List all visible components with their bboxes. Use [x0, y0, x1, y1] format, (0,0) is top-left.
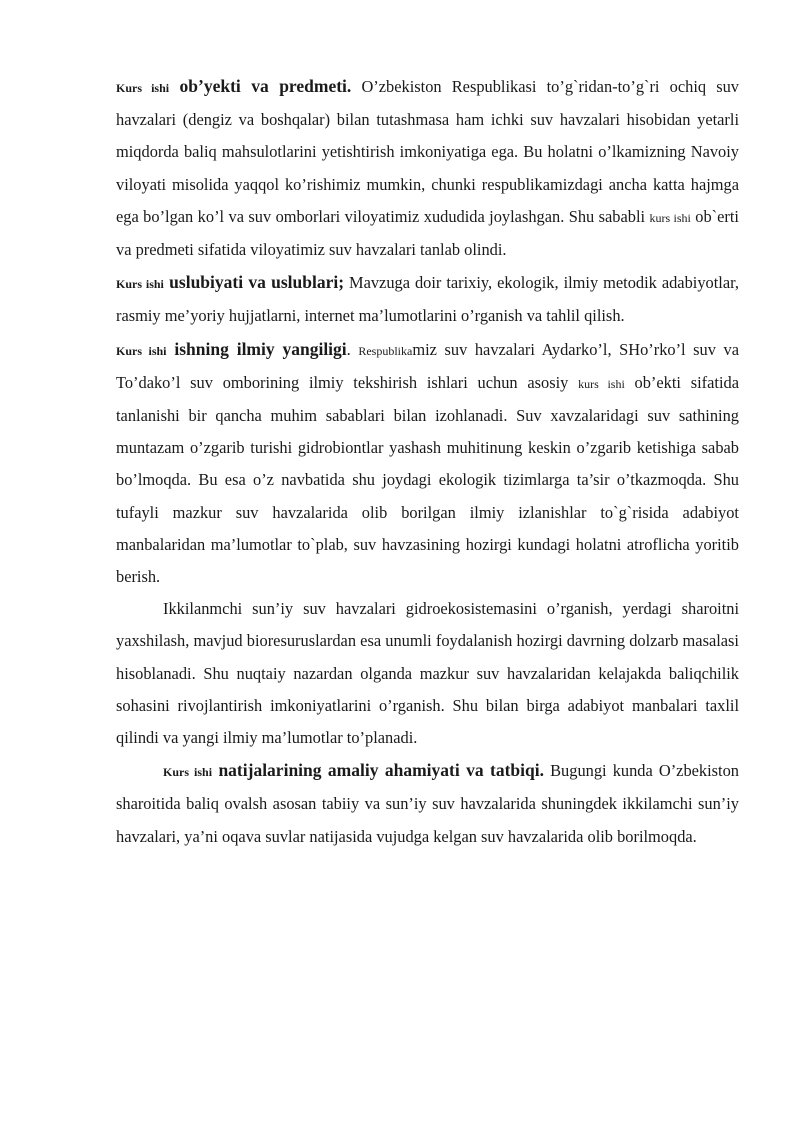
paragraph-text: Mavzuga doir tarixiy, ekologik, ilmiy metodik adabiyotlar, rasmiy me’yoriy hujjatlarni, internet ma’lumotlarini o’rganish va tahlil qilish. [116, 273, 740, 326]
paragraph-text: ob’ekti sifatida tanlanishi bir qancha muhim sabablari bilan izohlanadi. Suv xavzalaridagi suv sathining muntazam o’zgarib turishi gidrobiontlar yashash muhitinung keskin o’zgarib ketishiga sabab bo’lmoqda. Bu esa o’z navbatida shu joydagi ekologik tizimlarga ta’sir o’tkazmoqda. Shu tufayli mazkur suv havzalarida olib borilgan ilmiy izlanishlar to`g`risida adabiyot manbalaridan ma’lumotlar to`plab, suv havzasining hozirgi kundagi holatni atroflicha yoritib berish. [116, 372, 739, 587]
paragraph-novelty [116, 333, 739, 594]
section-heading: uslubiyati va uslublari; [163, 272, 345, 293]
course-work-inline: kurs ishi [578, 376, 625, 391]
paragraph-text: O’zbekiston Respublikasi to’g`ridan-to’g`ri ochiq suv havzalari (dengiz va boshqalar) bilan tutashmasa ham ichki suv havzalari hisobidan yetarli miqdorda baliq mahsulotlarini yetishtirish imkoniyatiga ega. Bu holatni o’lkamizning Navoiy viloyati misolida yaqqol ko’rishimiz mumkin, chunki respublikamizdagi ancha katta hajmga ega bo’lgan ko’l va suv omborlari viloyatimiz xududida joylashgan. Shu sababli [116, 77, 740, 226]
paragraph-secondary-reservoirs: Ikkilanmchi sun’iy suv havzalari gidroekosistemasini o’rganish, yerdagi sharoitni yaxshilash, mavjud bioresuruslardan esa unumli foydalanish hozirgi davrning dolzarb masalasi hisoblanadi. Shu nuqtaiy nazardan olganda mazkur suv havzalaridan kelajakda baliqchilik sohasini rivojlantirish imkoniyatlarini o’rganish. Shu bilan birga adabiyot manbalari taxlil qilindi va yangi ilmiy ma’lumotlar to’planadi. [116, 599, 739, 748]
course-work-label: Kurs ishi [116, 81, 170, 95]
paragraph-text: . [346, 339, 359, 359]
paragraph-object-subject [116, 70, 739, 266]
republic-inline: Respublika [358, 343, 413, 358]
paragraph-practical-significance [116, 754, 739, 853]
section-heading: ishning ilmiy yangiligi [166, 338, 347, 359]
course-work-label: Kurs ishi [116, 343, 167, 358]
course-work-label: Kurs ishi [163, 765, 213, 780]
course-work-inline: kurs ishi [649, 210, 691, 225]
section-heading: ob’yekti va predmeti. [169, 76, 352, 96]
course-work-label: Kurs ishi [116, 277, 164, 292]
paragraph-text: ob`erti va predmeti sifatida viloyatimiz suv havzalari tanlab olindi. [116, 206, 739, 260]
section-heading: natijalarining amaliy ahamiyati va tatbiqi. [212, 760, 544, 781]
document-page [116, 70, 739, 853]
paragraph-methodology [116, 266, 739, 332]
paragraph-text: Bugungi kunda O’zbekiston sharoitida baliq ovalsh asosan tabiiy va sun’iy suv havzalarida shuningdek ikkilamchi sun’iy havzalari, ya’ni oqava suvlar natijasida vujudga kelgan suv havzalarida olib borilmoqda. [116, 761, 739, 846]
paragraph-text: miz suv havzalari Aydarko’l, SHo’rko’l suv va To’dako’l suv omborining ilmiy tekshirish ishlari uchun asosiy [116, 339, 739, 392]
